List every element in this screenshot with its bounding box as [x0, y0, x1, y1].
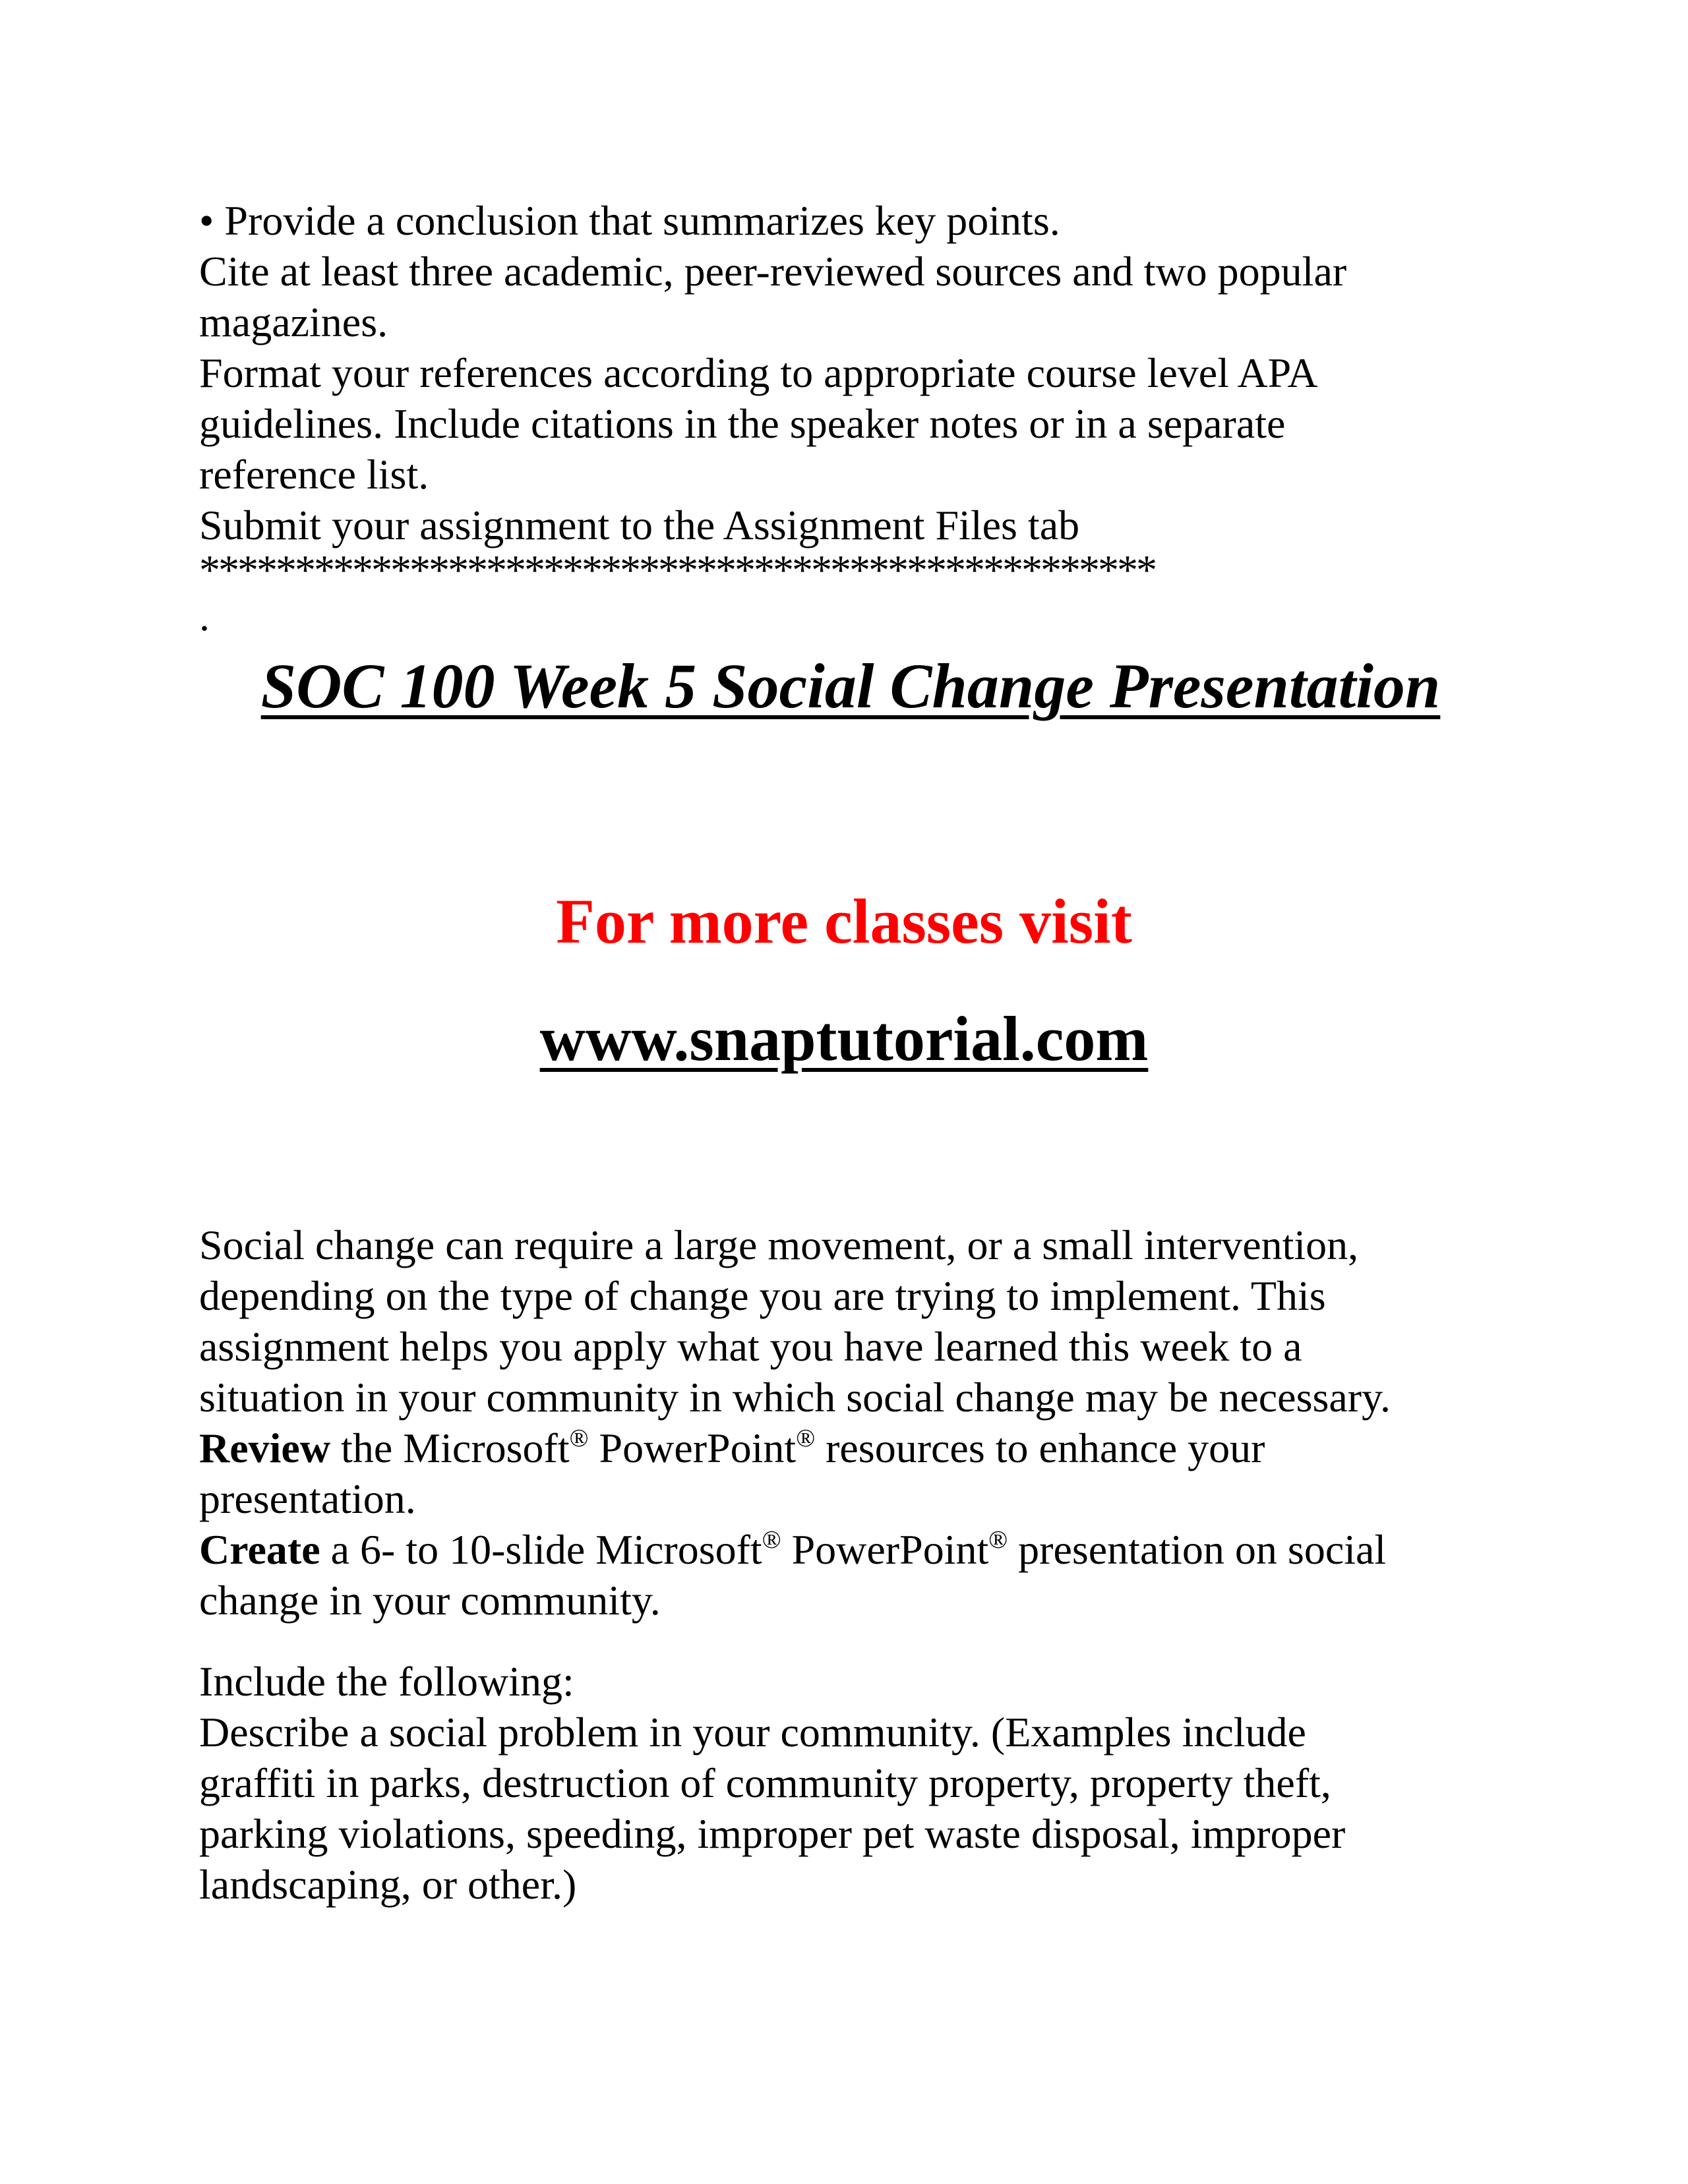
dot-line: .: [199, 593, 210, 639]
cite-sources-line-1: Cite at least three academic, peer-reviewed sources and two popular: [199, 248, 1347, 295]
describe-line-1: Describe a social problem in your community. (Examples include: [199, 1709, 1306, 1756]
describe-line-3: parking violations, speeding, improper pet waste disposal, improper: [199, 1810, 1346, 1857]
intro-line-3: assignment helps you apply what you have learned this week to a: [199, 1323, 1302, 1370]
body-text-block: [199, 1220, 1518, 1910]
top-text-block: [199, 195, 1518, 643]
intro-line-4: situation in your community in which social change may be necessary.: [199, 1374, 1391, 1421]
intro-line-2: depending on the type of change you are trying to implement. This: [199, 1272, 1326, 1319]
review-bold: Review: [199, 1425, 331, 1471]
course-title: SOC 100 Week 5 Social Change Presentation: [260, 651, 1441, 721]
format-references-line-1: Format your references according to appropriate course level APA: [199, 349, 1318, 396]
format-references-line-3: reference list.: [199, 451, 429, 498]
website-link[interactable]: www.snaptutorial.com: [539, 1003, 1149, 1074]
cite-sources-line-2: magazines.: [199, 299, 388, 345]
bullet-conclusion: • Provide a conclusion that summarizes key points.: [199, 197, 1060, 244]
create-bold: Create: [199, 1526, 320, 1573]
intro-line-1: Social change can require a large movement, or a small intervention,: [199, 1222, 1359, 1268]
submit-assignment-line: Submit your assignment to the Assignment Files tab: [199, 502, 1080, 548]
create-line: Create a 6- to 10-slide Microsoft® PowerPoint® presentation on social: [199, 1526, 1387, 1573]
review-line-cont: presentation.: [199, 1475, 416, 1522]
review-line: Review the Microsoft® PowerPoint® resources to enhance your: [199, 1425, 1265, 1471]
include-heading: Include the following:: [199, 1658, 574, 1705]
describe-line-2: graffiti in parks, destruction of community property, property theft,: [199, 1759, 1331, 1806]
asterisk-divider: **************************************************: [199, 546, 1155, 593]
describe-line-4: landscaping, or other.): [199, 1861, 577, 1908]
promo-heading: For more classes visit: [556, 886, 1132, 957]
format-references-line-2: guidelines. Include citations in the speaker notes or in a separate: [199, 400, 1286, 447]
create-line-cont: change in your community.: [199, 1577, 661, 1624]
